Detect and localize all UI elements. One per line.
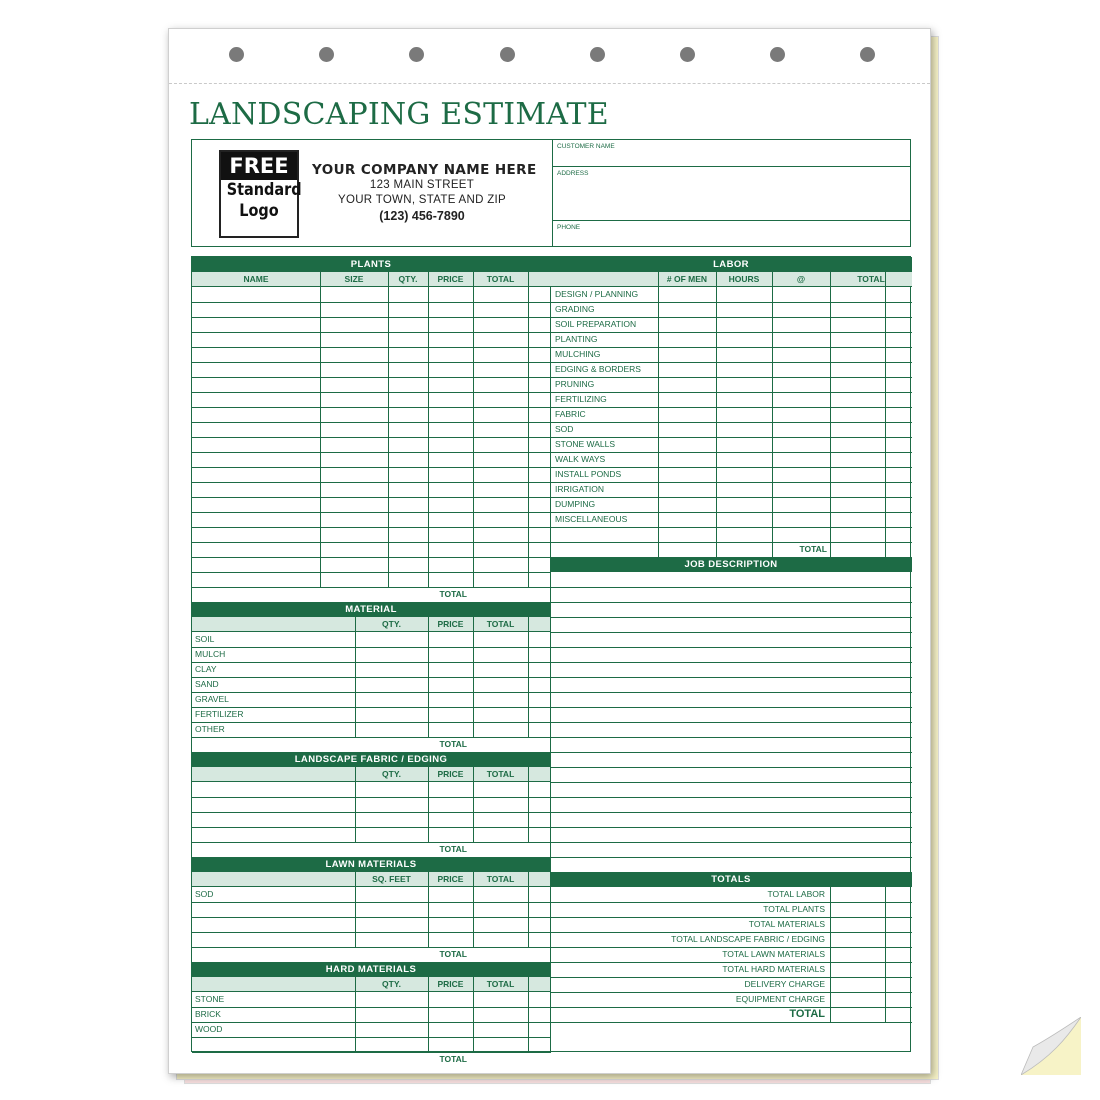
fabric-row-line	[192, 827, 550, 828]
binder-hole	[319, 47, 334, 62]
plants-column-rule	[528, 272, 529, 587]
totals-item-0: TOTAL LABOR	[767, 889, 825, 899]
estimate-grid	[191, 256, 911, 1064]
material-total-label: TOTAL	[439, 739, 467, 749]
logo-free-label: FREE	[221, 152, 297, 180]
fabric-col-price: PRICE	[437, 769, 464, 779]
fabric-col-total: TOTAL	[486, 769, 515, 779]
plants-col-price: PRICE	[437, 274, 464, 284]
logo-placeholder	[219, 150, 302, 238]
material-item-3: SAND	[195, 679, 219, 689]
binder-hole	[500, 47, 515, 62]
labor-item-walk-ways: WALK WAYS	[555, 454, 606, 464]
material-col-qty: QTY.	[382, 619, 401, 629]
totals-item-4: TOTAL LAWN MATERIALS	[722, 949, 825, 959]
plants-col-qty: QTY.	[398, 274, 418, 284]
fabric-total-label: TOTAL	[439, 844, 467, 854]
company-name: YOUR COMPANY NAME HERE	[312, 162, 537, 178]
plants-row-line	[192, 437, 550, 438]
company-city: YOUR TOWN, STATE AND ZIP	[337, 194, 506, 206]
company-block	[312, 162, 537, 224]
labor-col-rate: @	[796, 274, 806, 284]
labor-item-planting: PLANTING	[555, 334, 598, 344]
phone-label: PHONE	[557, 224, 581, 231]
lawn-section-header: LAWN MATERIALS	[192, 857, 550, 872]
phone-field[interactable]	[553, 221, 911, 246]
job-description-line	[550, 587, 912, 588]
job-description-line	[550, 692, 912, 693]
labor-item-dumping: DUMPING	[555, 499, 596, 509]
plants-col-name: NAME	[243, 274, 269, 284]
labor-item-pruning: PRUNING	[555, 379, 595, 389]
plants-row-line	[192, 587, 550, 588]
plants-row-line	[192, 362, 550, 363]
plants-row-line	[192, 452, 550, 453]
material-item-1: MULCH	[195, 649, 226, 659]
plants-row-line	[192, 527, 550, 528]
material-column-rule	[355, 617, 356, 737]
totals-item-2: TOTAL MATERIALS	[748, 919, 825, 929]
estimate-form-sheet	[168, 28, 931, 1074]
hard-row-line	[192, 1052, 550, 1053]
job-description-line	[550, 827, 912, 828]
material-section-header: MATERIAL	[192, 602, 550, 617]
totals-column-rule	[830, 887, 831, 1022]
job-description-line	[550, 707, 912, 708]
plants-row-line	[192, 422, 550, 423]
hard-item-0: STONE	[195, 994, 225, 1004]
material-row-line	[192, 737, 550, 738]
plants-row-line	[192, 302, 550, 303]
job-description-line	[550, 662, 912, 663]
totals-item-1: TOTAL PLANTS	[763, 904, 825, 914]
plants-column-rule	[388, 272, 389, 587]
hard-col-qty: QTY.	[382, 979, 401, 989]
lawn-item-0: SOD	[195, 889, 214, 899]
lawn-col-sqfeet: SQ. FEET	[372, 874, 411, 884]
labor-col-ofmen: # OF MEN	[666, 274, 708, 284]
plants-row-line	[192, 557, 550, 558]
lawn-column-rule	[473, 872, 474, 947]
binder-hole	[680, 47, 695, 62]
labor-section-header: LABOR	[550, 257, 912, 272]
plants-col-total: TOTAL	[486, 274, 515, 284]
plants-row-line	[192, 542, 550, 543]
plants-row-line	[192, 572, 550, 573]
job-description-line	[550, 767, 912, 768]
lawn-column-rule	[528, 872, 529, 947]
labor-column-rule	[830, 272, 831, 557]
labor-item-design-planning: DESIGN / PLANNING	[555, 289, 639, 299]
lawn-total-label: TOTAL	[439, 949, 467, 959]
lawn-column-rule	[355, 872, 356, 947]
fabric-col-qty: QTY.	[382, 769, 401, 779]
binder-hole	[770, 47, 785, 62]
totals-item-7: EQUIPMENT CHARGE	[735, 994, 825, 1004]
plants-row-line	[192, 497, 550, 498]
labor-item-sod: SOD	[555, 424, 574, 434]
labor-item-grading: GRADING	[555, 304, 595, 314]
job-description-line	[550, 677, 912, 678]
grand-total-label: TOTAL	[789, 1008, 825, 1020]
labor-column-rule	[716, 272, 717, 557]
labor-column-rule	[772, 272, 773, 557]
labor-total-label: TOTAL	[799, 544, 827, 554]
logo-logo-label: Logo	[239, 201, 279, 221]
labor-item-edging-borders: EDGING & BORDERS	[555, 364, 641, 374]
plants-row-line	[192, 482, 550, 483]
labor-item-irrigation: IRRIGATION	[555, 484, 604, 494]
hard-row-line	[192, 1037, 550, 1038]
fabric-column-rule	[473, 767, 474, 842]
hard-column-rule	[528, 977, 529, 1052]
plants-total-label: TOTAL	[439, 589, 467, 599]
lawn-row-line	[192, 932, 550, 933]
hard-col-total: TOTAL	[486, 979, 515, 989]
totals-item-6: DELIVERY CHARGE	[744, 979, 825, 989]
customer-name-label: CUSTOMER NAME	[557, 143, 615, 150]
job-description-line	[550, 647, 912, 648]
lawn-row-line	[192, 947, 550, 948]
labor-item-fabric: FABRIC	[555, 409, 586, 419]
hard-section-header: HARD MATERIALS	[192, 962, 550, 977]
totals-row-line	[550, 1022, 912, 1023]
plants-row-line	[192, 467, 550, 468]
labor-row-line	[550, 542, 912, 543]
job-description-line	[550, 812, 912, 813]
fabric-column-rule	[428, 767, 429, 842]
labor-item-soil-preparation: SOIL PREPARATION	[555, 319, 637, 329]
hard-col-price: PRICE	[437, 979, 464, 989]
job-description-line	[550, 617, 912, 618]
job-description-line	[550, 722, 912, 723]
labor-column-rule	[885, 272, 886, 557]
company-phone: (123) 456-7890	[379, 209, 465, 223]
fabric-section-header: LANDSCAPE FABRIC / EDGING	[192, 752, 550, 767]
plants-row-line	[192, 407, 550, 408]
hard-item-1: BRICK	[195, 1009, 221, 1019]
labor-item-miscellaneous: MISCELLANEOUS	[555, 514, 628, 524]
labor-row-line	[550, 527, 912, 528]
hard-total-label: TOTAL	[439, 1054, 467, 1064]
plants-row-line	[192, 512, 550, 513]
binder-hole	[590, 47, 605, 62]
labor-col-total: TOTAL	[857, 274, 885, 284]
plants-column-rule	[320, 272, 321, 587]
plants-row-line	[192, 392, 550, 393]
page-curl-icon	[1021, 1017, 1081, 1075]
binder-hole	[860, 47, 875, 62]
lawn-column-rule	[428, 872, 429, 947]
hard-column-rule	[428, 977, 429, 1052]
hard-item-2: WOOD	[195, 1024, 223, 1034]
customer-name-field[interactable]	[553, 140, 911, 167]
job-description-line	[550, 797, 912, 798]
plants-row-line	[192, 317, 550, 318]
totals-section-header: TOTALS	[550, 872, 912, 887]
job-description-line	[550, 782, 912, 783]
customer-fields	[552, 140, 911, 246]
binder-hole	[409, 47, 424, 62]
plants-column-rule	[428, 272, 429, 587]
address-field[interactable]	[553, 167, 911, 221]
material-column-rule	[473, 617, 474, 737]
labor-item-mulching: MULCHING	[555, 349, 601, 359]
address-label: ADDRESS	[557, 170, 589, 177]
fabric-column-rule	[528, 767, 529, 842]
material-item-2: CLAY	[195, 664, 217, 674]
job-description-line	[550, 842, 912, 843]
job-description-line	[550, 602, 912, 603]
plants-row-line	[192, 347, 550, 348]
company-street: 123 MAIN STREET	[369, 179, 475, 191]
lawn-row-line	[192, 917, 550, 918]
material-column-rule	[428, 617, 429, 737]
form-title: LANDSCAPING ESTIMATE	[189, 97, 609, 132]
labor-item-fertilizing: FERTILIZING	[555, 394, 607, 404]
material-item-5: FERTILIZER	[195, 709, 244, 719]
plants-column-rule	[473, 272, 474, 587]
material-item-0: SOIL	[195, 634, 215, 644]
job-description-header: JOB DESCRIPTION	[550, 557, 912, 572]
perforated-stub	[169, 29, 930, 84]
material-col-price: PRICE	[437, 619, 464, 629]
totals-item-5: TOTAL HARD MATERIALS	[722, 964, 825, 974]
material-item-6: OTHER	[195, 724, 225, 734]
plants-row-line	[192, 377, 550, 378]
lawn-col-price: PRICE	[437, 874, 464, 884]
plants-section-header: PLANTS	[192, 257, 550, 272]
hard-column-rule	[473, 977, 474, 1052]
material-item-4: GRAVEL	[195, 694, 229, 704]
job-description-line	[550, 737, 912, 738]
lawn-row-line	[192, 902, 550, 903]
job-description-line	[550, 632, 912, 633]
fabric-row-line	[192, 812, 550, 813]
totals-item-3: TOTAL LANDSCAPE FABRIC / EDGING	[671, 934, 825, 944]
job-description-line	[550, 857, 912, 858]
job-description-line	[550, 752, 912, 753]
fabric-column-rule	[355, 767, 356, 842]
material-column-rule	[528, 617, 529, 737]
header-box	[191, 139, 911, 247]
labor-item-install-ponds: INSTALL PONDS	[555, 469, 622, 479]
labor-column-rule	[658, 272, 659, 557]
logo-standard-label: Standard	[226, 180, 302, 200]
fabric-row-line	[192, 797, 550, 798]
binder-hole	[229, 47, 244, 62]
totals-column-rule	[885, 887, 886, 1022]
plants-col-size: SIZE	[344, 274, 364, 284]
fabric-row-line	[192, 842, 550, 843]
material-col-total: TOTAL	[486, 619, 515, 629]
plants-row-line	[192, 332, 550, 333]
labor-item-stone-walls: STONE WALLS	[555, 439, 615, 449]
hard-column-rule	[355, 977, 356, 1052]
lawn-col-total: TOTAL	[486, 874, 515, 884]
labor-col-hours: HOURS	[728, 274, 760, 284]
